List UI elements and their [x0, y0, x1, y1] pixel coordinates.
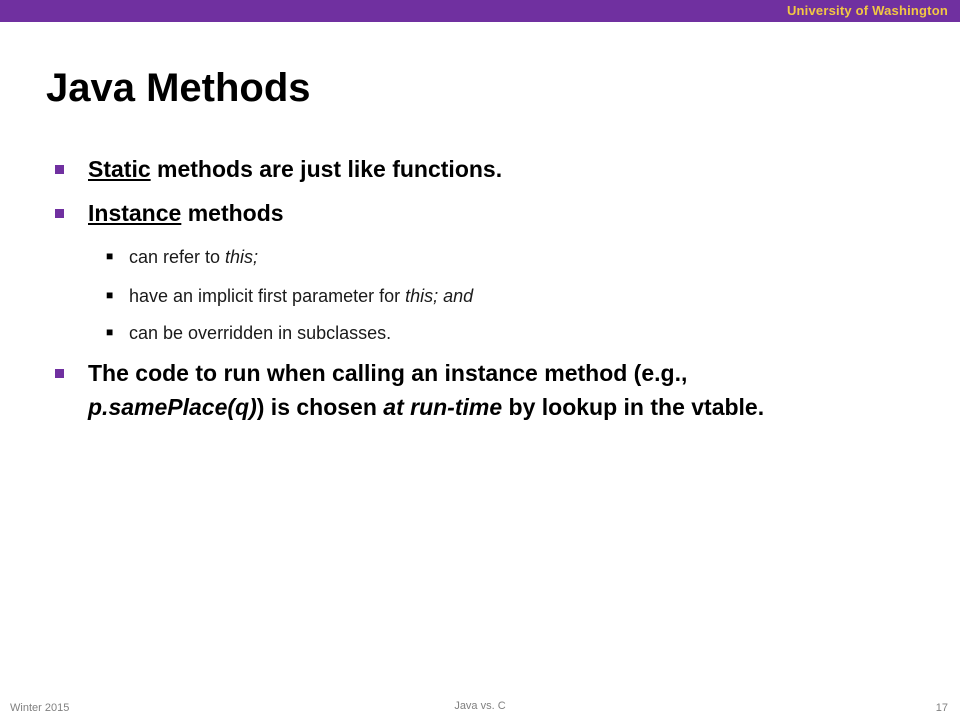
bullet-text: methods [181, 200, 284, 226]
subbullet-text: can refer to [129, 247, 226, 267]
bullet-dynamic-dispatch [88, 356, 918, 424]
static-keyword: Static [88, 156, 151, 182]
emphasis-text: at run-time [383, 394, 503, 420]
square-bullet-icon [55, 369, 64, 378]
arrow-bullet-icon: ■ [106, 249, 114, 263]
footer-topic: Java vs. C [454, 700, 506, 712]
subbullet-overridden [106, 321, 889, 345]
arrow-bullet-icon: ■ [106, 288, 114, 302]
subbullet-refer-this [106, 245, 889, 269]
square-bullet-icon [55, 209, 64, 218]
subbullet-implicit-parameter [106, 284, 889, 308]
bullet-line-1: The code to run when calling an instance method (e.g., [88, 360, 688, 386]
arrow-bullet-icon: ■ [106, 325, 114, 339]
page-number: 17 [935, 702, 948, 714]
instance-keyword: Instance [88, 200, 182, 226]
code-expression: p.samePlace(q) [88, 394, 257, 420]
bullet-text-end: by lookup in the vtable. [502, 394, 765, 420]
subbullet-italic: this; [225, 247, 259, 267]
bullet-static-methods [88, 152, 918, 186]
institution-name: University of Washington [786, 3, 948, 18]
bullet-text: methods are just like functions. [150, 156, 503, 182]
footer-term: Winter 2015 [10, 702, 70, 714]
bullet-instance-methods [88, 196, 918, 230]
subbullet-italic: this; and [405, 286, 474, 306]
bullet-text-mid: ) is chosen [256, 394, 384, 420]
subbullet-text: can be overridden in subclasses. [129, 323, 392, 343]
slide-title: Java Methods [46, 66, 311, 110]
subbullet-text: have an implicit first parameter for [129, 286, 406, 306]
square-bullet-icon [55, 165, 64, 174]
